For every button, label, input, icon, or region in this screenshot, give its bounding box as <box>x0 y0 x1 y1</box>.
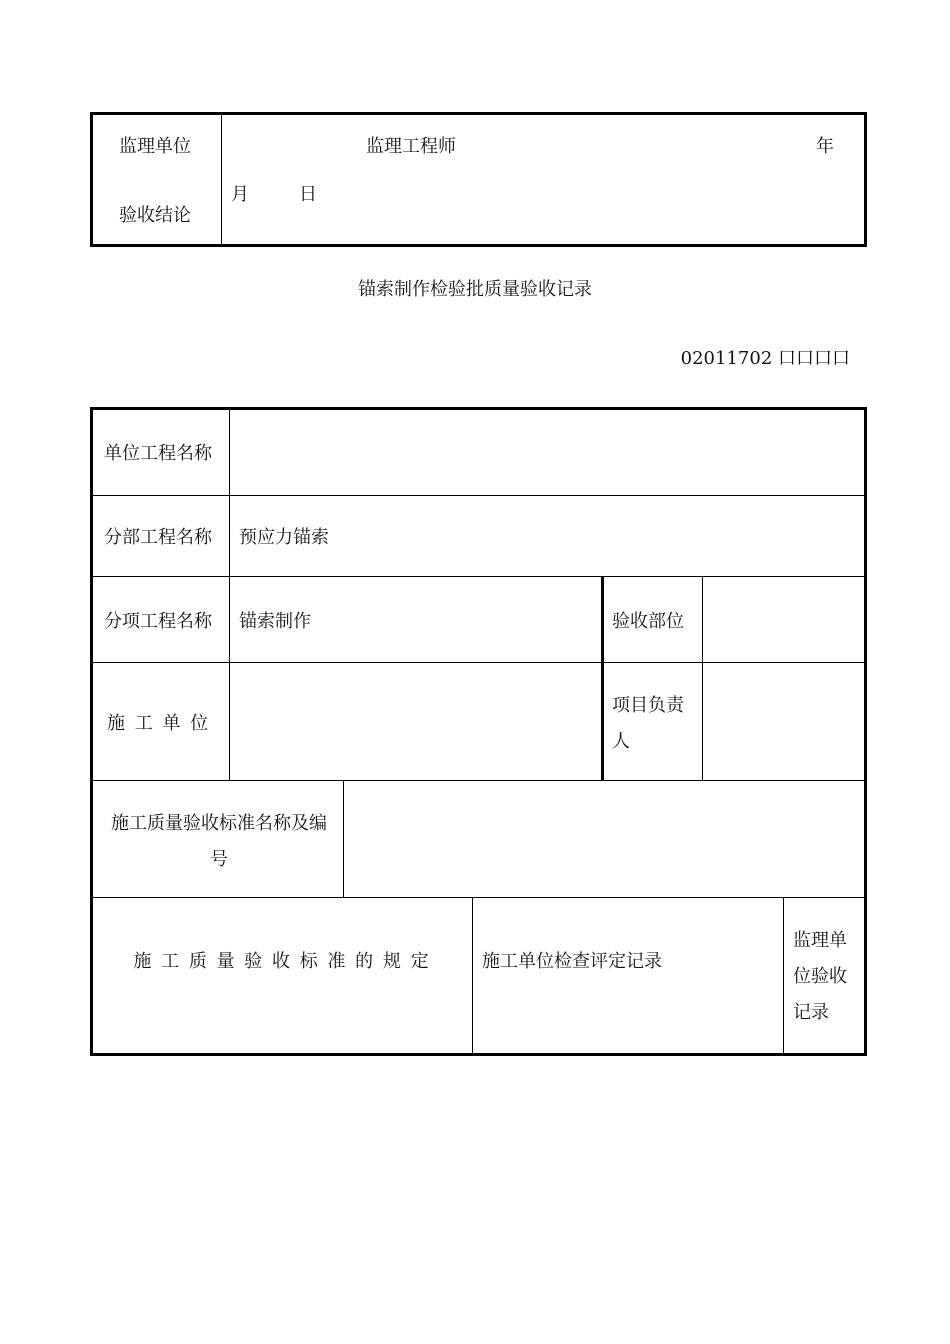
form-code: 02011702 口口口口 <box>680 348 850 369</box>
construction-unit-label: 施 工 单 位 <box>107 713 211 734</box>
item-project-name-label: 分项工程名称 <box>104 611 212 632</box>
year-label: 年 <box>816 136 834 157</box>
standard-provisions-header: 施 工 质 量 验 收 标 准 的 规 定 <box>133 951 431 972</box>
standard-name-label: 施工质量验收标准名称及编号 <box>111 813 327 870</box>
item-project-name-value: 锚索制作 <box>239 611 311 632</box>
acceptance-part-label: 验收部位 <box>612 611 684 632</box>
supervising-engineer-label: 监理工程师 <box>366 136 456 157</box>
project-manager-label: 项目负责人 <box>612 695 684 752</box>
document-title: 锚索制作检验批质量验收记录 <box>358 279 592 300</box>
sub-project-name-value: 预应力锚索 <box>239 527 329 548</box>
supervision-unit-label: 监理单位 <box>119 136 191 157</box>
unit-project-name-label: 单位工程名称 <box>104 443 212 464</box>
sub-project-name-label: 分部工程名称 <box>104 527 212 548</box>
month-label: 月 <box>231 184 249 205</box>
day-label: 日 <box>299 184 317 205</box>
acceptance-conclusion-label: 验收结论 <box>119 205 191 226</box>
construction-check-header: 施工单位检查评定记录 <box>482 951 662 972</box>
supervision-record-header: 监理单位验收记录 <box>793 930 847 1023</box>
